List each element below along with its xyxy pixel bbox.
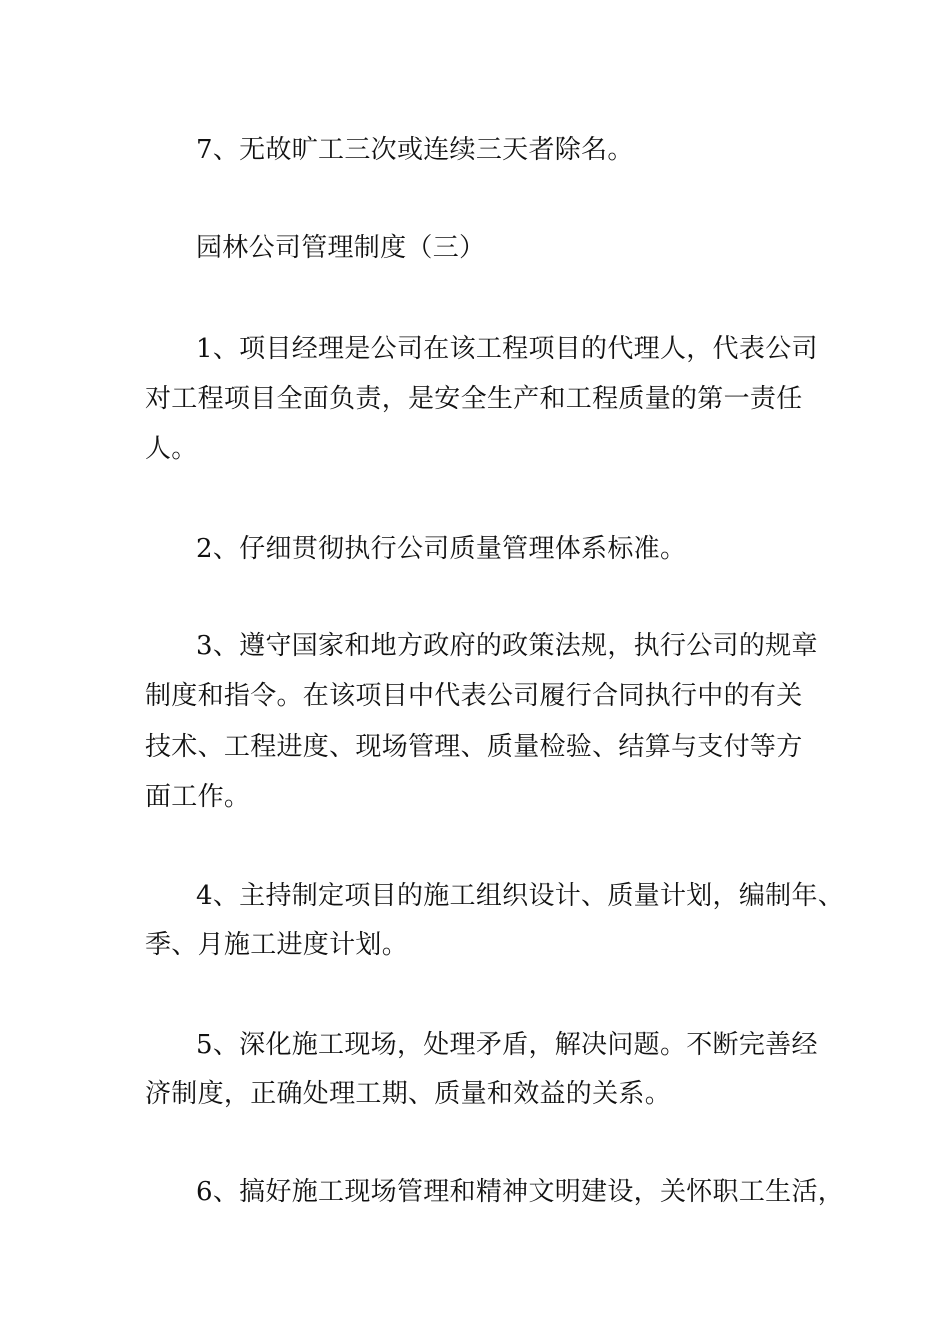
item-3-line-4: 面工作。 [145, 782, 251, 812]
item-1-line-1: 1、项目经理是公司在该工程项目的代理人，代表公司 [196, 334, 818, 364]
item-5-line-2: 济制度，正确处理工期、质量和效益的关系。 [145, 1079, 672, 1109]
item-1-line-3: 人。 [145, 434, 198, 464]
item-3-line-2: 制度和指令。在该项目中代表公司履行合同执行中的有关 [145, 681, 803, 711]
item-3-line-1: 3、遵守国家和地方政府的政策法规，执行公司的规章 [196, 631, 818, 661]
item-5-line-1: 5、深化施工现场，处理矛盾，解决问题。不断完善经 [196, 1030, 818, 1060]
item-1-line-2: 对工程项目全面负责，是安全生产和工程质量的第一责任 [145, 384, 803, 414]
item-4-line-2: 季、月施工进度计划。 [145, 930, 409, 960]
item-3-line-3: 技术、工程进度、现场管理、质量检验、结算与支付等方 [145, 732, 803, 762]
section-heading: 园林公司管理制度（三） [196, 233, 486, 263]
item-6-line-1: 6、搞好施工现场管理和精神文明建设，关怀职工生活， [196, 1177, 845, 1207]
item-4-line-1: 4、主持制定项目的施工组织设计、质量计划，编制年、 [196, 881, 845, 911]
rule-7-text: 7、无故旷工三次或连续三天者除名。 [196, 135, 634, 165]
item-2-text: 2、仔细贯彻执行公司质量管理体系标准。 [196, 534, 687, 564]
